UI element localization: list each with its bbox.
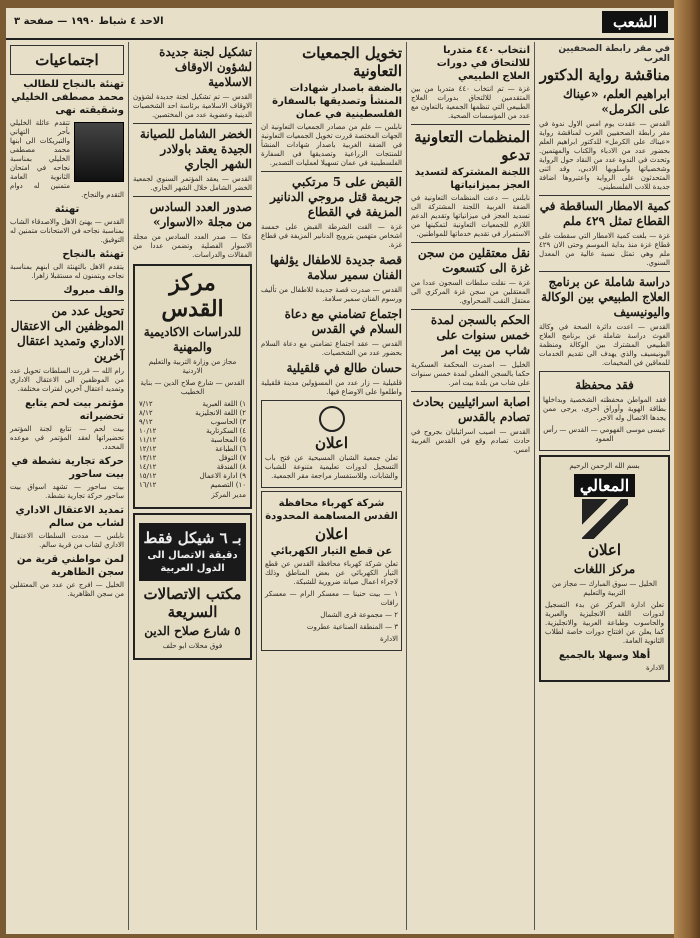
divider	[539, 271, 670, 272]
jerusalem-center-ad	[133, 264, 252, 509]
ad-desc: مجاز من وزارة التربية والتعليم الاردنية	[148, 358, 237, 375]
col1-body: القدس — عقدت يوم امس الاول ندوة في مقر رابطة الصحفيين العرب لمناقشة رواية «عيناك على الكرمل» للدكتور ابراهيم العلم بحضور عدد من الادباء والكتاب والمهتمين. وتحدث في الندوة عدد من النقاد حول الرواية وشخصياتها واسلوبها الادبي، وقد اثنى المتحدثون على الرواية واعتبروها اضافة جديدة للادب الفلسطيني.	[539, 120, 670, 191]
ad-word: اعلان	[587, 541, 622, 559]
ad-title: مركز القدس	[161, 270, 224, 322]
ad-body: تعلن ادارة المركز عن بدء التسجيل لدورات اللغة الانجليزية والعبرية والحاسوب وطباعة العربية والانجليزية. كما يعلن عن افتتاح دورات خاصة لطلاب الثانوية العامة.	[545, 601, 664, 645]
col1-subhead: ابراهيم العلم، «عيناك على الكرمل»	[563, 87, 670, 116]
electricity-notice	[261, 491, 402, 651]
course-row: ٨) الفندقة ١٤/١٢	[139, 463, 246, 471]
ad-sub: للدراسات الاكاديمية والمهنية	[143, 325, 242, 354]
col2-headline-4: اصابة اسرائيليين بحادث تصادم بالقدس	[412, 395, 530, 424]
col2-body-4: الخليل — اصدرت المحكمة العسكرية حكما بالسجن الفعلي لمدة خمس سنوات على شاب من بلدة بيت امر.	[411, 361, 530, 387]
section-title: اجتماعيات	[35, 51, 99, 69]
notice-body: تعلن جمعية الشبان المسيحية عن فتح باب التسجيل لدورات تعليمية متنوعة للشباب والشابات، وللاستفسار مراجعة مقر الجمعية.	[265, 454, 398, 480]
lost-body: فقد المواطن محفظته الشخصية وبداخلها بطاقة الهوية وأوراق أخرى، يرجى ممن يجدها الاتصال وله الاجر.	[543, 396, 666, 422]
ad-addr: القدس — شارع صلاح الدين — بناية الخطيب	[140, 379, 245, 396]
social-section-header	[10, 45, 124, 75]
notice2-kicker: شركة كهرباء محافظة القدس المساهمة المحدودة	[265, 498, 398, 522]
ad-place: الخليل — سوق المبارك — مجاز من التربية والتعليم	[552, 580, 657, 597]
col5-headline-4: تمديد الاعتقال الاداري لشاب من سالم	[15, 505, 124, 529]
col5-caption: تهنئة	[54, 204, 80, 215]
divider	[10, 300, 124, 301]
col5-greeting: تهنئة بالنجاح للطالب محمد مصطفى الخليلي وشقيقته نهى	[11, 79, 124, 116]
col5-body-8: الخليل — افرج عن عدد من المعتقلين من سجن الظاهرية.	[10, 581, 124, 598]
ad-manager: مدير المركز	[211, 491, 246, 499]
telecom-ad	[133, 513, 252, 660]
col2-headline: المنظمات التعاونية تدعو	[414, 128, 530, 164]
col1-headline-2: كمية الامطار الساقطة في القطاع تمثل ٤٢٩ ملم	[539, 199, 670, 228]
col5-body-6: بيت ساحور — تشهد اسواق بيت ساحور حركة تجارية نشطة.	[10, 483, 124, 500]
telecom-price-box	[139, 523, 246, 581]
ymca-notice	[261, 400, 402, 488]
divider	[133, 196, 252, 197]
ad-logo: المعالي	[574, 474, 635, 497]
col3-body-5: قلقيلية — زار عدد من المسؤولين مدينة قلقيلية واطلعوا على الاوضاع فيها.	[261, 379, 402, 396]
newspaper-page	[6, 8, 674, 934]
col1-headline-3: دراسة شاملة عن برنامج العلاج الطبيعي بين الوكالة واليونيسيف	[541, 275, 670, 319]
course-row: ٤) السكرتارية ١٠/١٢	[139, 427, 246, 435]
col3-headline-5: حسان طالع في قلقيلية	[286, 361, 402, 375]
col2-body-5: القدس — اصيب اسرائيليان بجروح في حادث تصادم وقع في القدس الغربية امس.	[411, 428, 530, 454]
ad2-name: مكتب الاتصالات السريعة	[143, 585, 242, 621]
col1-kicker: في مقر رابطة الصحفيين العرب	[558, 44, 670, 64]
divider	[411, 124, 530, 125]
col5-body-3: يتقدم الاهل بالتهنئة الى ابنهم بمناسبة نجاحه ويتمنون له مستقبلا زاهرا.	[10, 263, 124, 280]
col4-headline-2: الخضر الشامل للصيانة الجيدة يعقد باولادر الشهر الجاري	[139, 127, 252, 171]
col5-sign: والف مبروك	[63, 285, 124, 296]
ad-center-name: مركز اللغات	[573, 562, 636, 576]
col3-headline: تخويل الجمعيات التعاونية	[302, 44, 402, 80]
col5-greeting-body: تتقدم عائلة الخليلي بأحر التهاني والتبريكات الى ابنها محمد مصطفى الخليلي بمناسبة نجاحه في امتحان الثانوية العامة متمنين له دوام التقدم والنجاح.	[10, 119, 124, 199]
ad2-title: بـ ٦ شيكل فقط	[143, 529, 242, 547]
notice2-word: اعلان	[314, 525, 349, 543]
column-4	[128, 42, 256, 930]
lost-title: فقد محفظة	[575, 378, 634, 392]
column-5	[6, 42, 128, 930]
col5-headline-2: مؤتمر بيت لحم يتابع تحضيراته	[25, 398, 124, 422]
divider	[133, 123, 252, 124]
notice2-body: تعلن شركة كهرباء محافظة القدس عن قطع التيار الكهربائي عن بعض المناطق وذلك لاجراء اعمال صيانة ضرورية للشبكة.	[265, 560, 398, 586]
masthead-bar	[6, 8, 674, 40]
col5-body-2: القدس — يهنئ الاهل والاصدقاء الشاب بمناسبة نجاحه في الامتحانات متمنين له التوفيق.	[10, 218, 124, 244]
course-row: ٧) التوفل ١٣/١٢	[139, 454, 246, 462]
lost-wallet-notice	[539, 371, 670, 451]
col4-headline: تشكيل لجنة جديدة لشؤون الاوقاف الاسلامية	[159, 45, 252, 89]
notice2-list-item: ٢ — مجموعة قرى الشمال	[320, 611, 398, 619]
divider	[411, 309, 530, 310]
col4-body: القدس — تم تشكيل لجنة جديدة لشؤون الاوقاف الاسلامية برئاسة احد الشخصيات الدينية وعضوية عدد من المختصين.	[133, 93, 252, 119]
course-row: ١٠) التصميم ١٦/١٢	[139, 481, 246, 489]
col5-headline: تحويل عدد من الموظفين الى الاعتقال الاداري وتمديد اعتقال آخرين	[10, 304, 124, 363]
col4-headline-3: صدور العدد السادس من مجلة «الاسوار»	[149, 200, 252, 229]
col1-headline: مناقشة رواية الدكتور	[539, 66, 670, 84]
col3-body-2: غزة — القت الشرطة القبض على خمسة اشخاص متهمين بترويج الدنانير المزيفة في قطاع غزة.	[261, 223, 402, 249]
col4-body-2: القدس — يعقد المؤتمر السنوي لجمعية الخضر الشامل خلال الشهر الجاري.	[133, 175, 252, 192]
emblem-icon	[319, 406, 345, 432]
portrait-photo	[74, 122, 124, 182]
newspaper-logo: الشعب	[602, 11, 668, 33]
dateline: الاحد ٤ شباط ١٩٩٠ — صفحة ٣	[14, 16, 164, 27]
col2-headline-3: الحكم بالسجن لمدة خمس سنوات على شاب من بيت امر	[430, 313, 530, 357]
course-row: ٥) المحاسبة ١١/١٢	[139, 436, 246, 444]
col1-body-2: غزة — بلغت كمية الامطار التي سقطت على قطاع غزة منذ بداية الموسم وحتى الان ٤٢٩ ملم وهي تمثل نسبة عالية من المعدل السنوي.	[539, 232, 670, 267]
binding-spine	[674, 0, 700, 938]
ad2-addr: ٥ شارع صلاح الدين	[144, 624, 241, 638]
notice2-list-item: ٣ — المنطقة الصناعية عطروت	[306, 623, 398, 631]
col5-greeting-2: تهنئة بالنجاح	[62, 249, 124, 260]
divider	[261, 171, 402, 172]
course-row: ٩) ادارة الاعمال ١٥/١٢	[139, 472, 246, 480]
col3-headline-2: القبض على 5 مرتكبي جريمة قتل مروجي الدنانير المزيفة في القطاع	[270, 175, 402, 219]
col3-headline-3: قصة جديدة للاطفال يؤلفها الفنان سمير سلامة	[269, 253, 402, 282]
divider	[539, 195, 670, 196]
column-2	[406, 42, 534, 930]
col2-subhead: اللجنة المشتركة لتسديد العجز بميزانياتها	[414, 167, 530, 191]
col2-body: غزة — تم انتخاب ٤٤٠ متدربا من بين المتقدمين للالتحاق بدورات العلاج الطبيعي التي تنظمها الجمعية بالتعاون مع عدد من المؤسسات الصحية.	[411, 85, 531, 120]
ad-basmala: بسم الله الرحمن الرحيم	[569, 462, 640, 470]
divider	[411, 242, 530, 243]
divider	[411, 391, 530, 392]
col5-body-7: نابلس — مددت السلطات الاعتقال الاداري لشاب من قرية سالم.	[10, 532, 124, 549]
col5-body-4: رام الله — قررت السلطات تحويل عدد من الموظفين الى الاعتقال الاداري وتمديد اعتقال آخرين لفترات مختلفة.	[10, 367, 124, 393]
col4-body-3: عكا — صدر العدد السادس من مجلة الاسوار الفصلية وتضمن عددا من المقالات والدراسات.	[133, 233, 252, 259]
col2-body-3: غزة — نقلت سلطات السجون عددا من المعتقلين من سجن غزة المركزي الى معتقل النقب الصحراوي.	[411, 279, 530, 305]
ad2-foot: فوق محلات ابو حلف	[162, 642, 223, 650]
col5-headline-3: حركة تجارية نشطة في بيت ساحور	[11, 456, 124, 480]
col2-body-2: نابلس — دعت المنظمات التعاونية في الضفة الغربية اللجنة المشتركة الى تسديد العجز في ميزانياتها وتقديم الدعم اللازم للجمعيات التعاونية لتمكينها من الاستمرار في تقديم خدماتها للمواطنين.	[411, 194, 530, 238]
ad2-sub: دقيقة الاتصال الى الدول العربية	[147, 550, 238, 574]
course-row: ٦) الطباعة ١٢/١٢	[139, 445, 246, 453]
notice2-list-item: ١ — بيت حنينا — معسكر الرام — معسكر رافات	[265, 590, 398, 607]
col2-kicker: انتخاب ٤٤٠ متدربا للالتحاق في دورات العلاج الطبيعي	[436, 45, 530, 82]
column-1	[534, 42, 674, 930]
col3-body: نابلس — علم من مصادر الجمعيات التعاونية ان الجهات المختصة قررت تخويل الجمعيات التعاونية في الضفة الغربية باصدار شهادات المنشأ للمنتجات الزراعية وتصديقها في السفارة الفلسطينية في عمان تسهيلا لعمليات التصدير.	[261, 123, 402, 167]
ad-sign: الادارة	[645, 664, 664, 672]
course-row: ٣) الحاسوب ٩/١٢	[139, 418, 246, 426]
col5-body-5: بيت لحم — تتابع لجنة المؤتمر تحضيراتها لعقد المؤتمر في موعده المحدد.	[10, 425, 124, 451]
ad-cta: أهلا وسهلا بالجميع	[558, 650, 651, 661]
col1-body-3: القدس — اعدت دائرة الصحة في وكالة الغوث دراسة شاملة عن برنامج العلاج الطبيعي المشترك بين الوكالة ومنظمة اليونيسيف والذي يهدف الى تقديم الخدمات للمعاقين في المخيمات.	[539, 323, 670, 367]
notice2-sign: الادارة	[379, 635, 398, 643]
col5-headline-5: لمن مواطني قرية من سجن الظاهرية	[16, 554, 124, 578]
course-row: ١) اللغة العبرية ٧/١٢	[139, 400, 246, 408]
col3-headline-4: اجتماع تضامني مع دعاة السلام في القدس	[284, 307, 402, 336]
lost-contact: عيسى موسى الفهومي — القدس — رأس العمود	[543, 426, 666, 443]
col2-headline-2: نقل معتقلين من سجن غزة الى كتسعوت	[417, 246, 530, 275]
language-center-ad	[539, 455, 670, 682]
column-3	[256, 42, 406, 930]
col3-body-3: القدس — صدرت قصة جديدة للاطفال من تأليف ورسوم الفنان سمير سلامة.	[261, 286, 402, 303]
col3-body-4: القدس — عقد اجتماع تضامني مع دعاة السلام بحضور عدد من الشخصيات.	[261, 340, 402, 357]
ad-arrow-graphic	[582, 499, 628, 539]
notice-word: اعلان	[314, 434, 349, 452]
notice2-sub: عن قطع التيار الكهربائي	[270, 546, 393, 557]
course-row: ٢) اللغة الانجليزية ٨/١٢	[139, 409, 246, 417]
col3-subhead: بالضفة باصدار شهادات المنشأ وتصديقها بالسفارة الفلسطينية في عمان	[272, 83, 402, 120]
